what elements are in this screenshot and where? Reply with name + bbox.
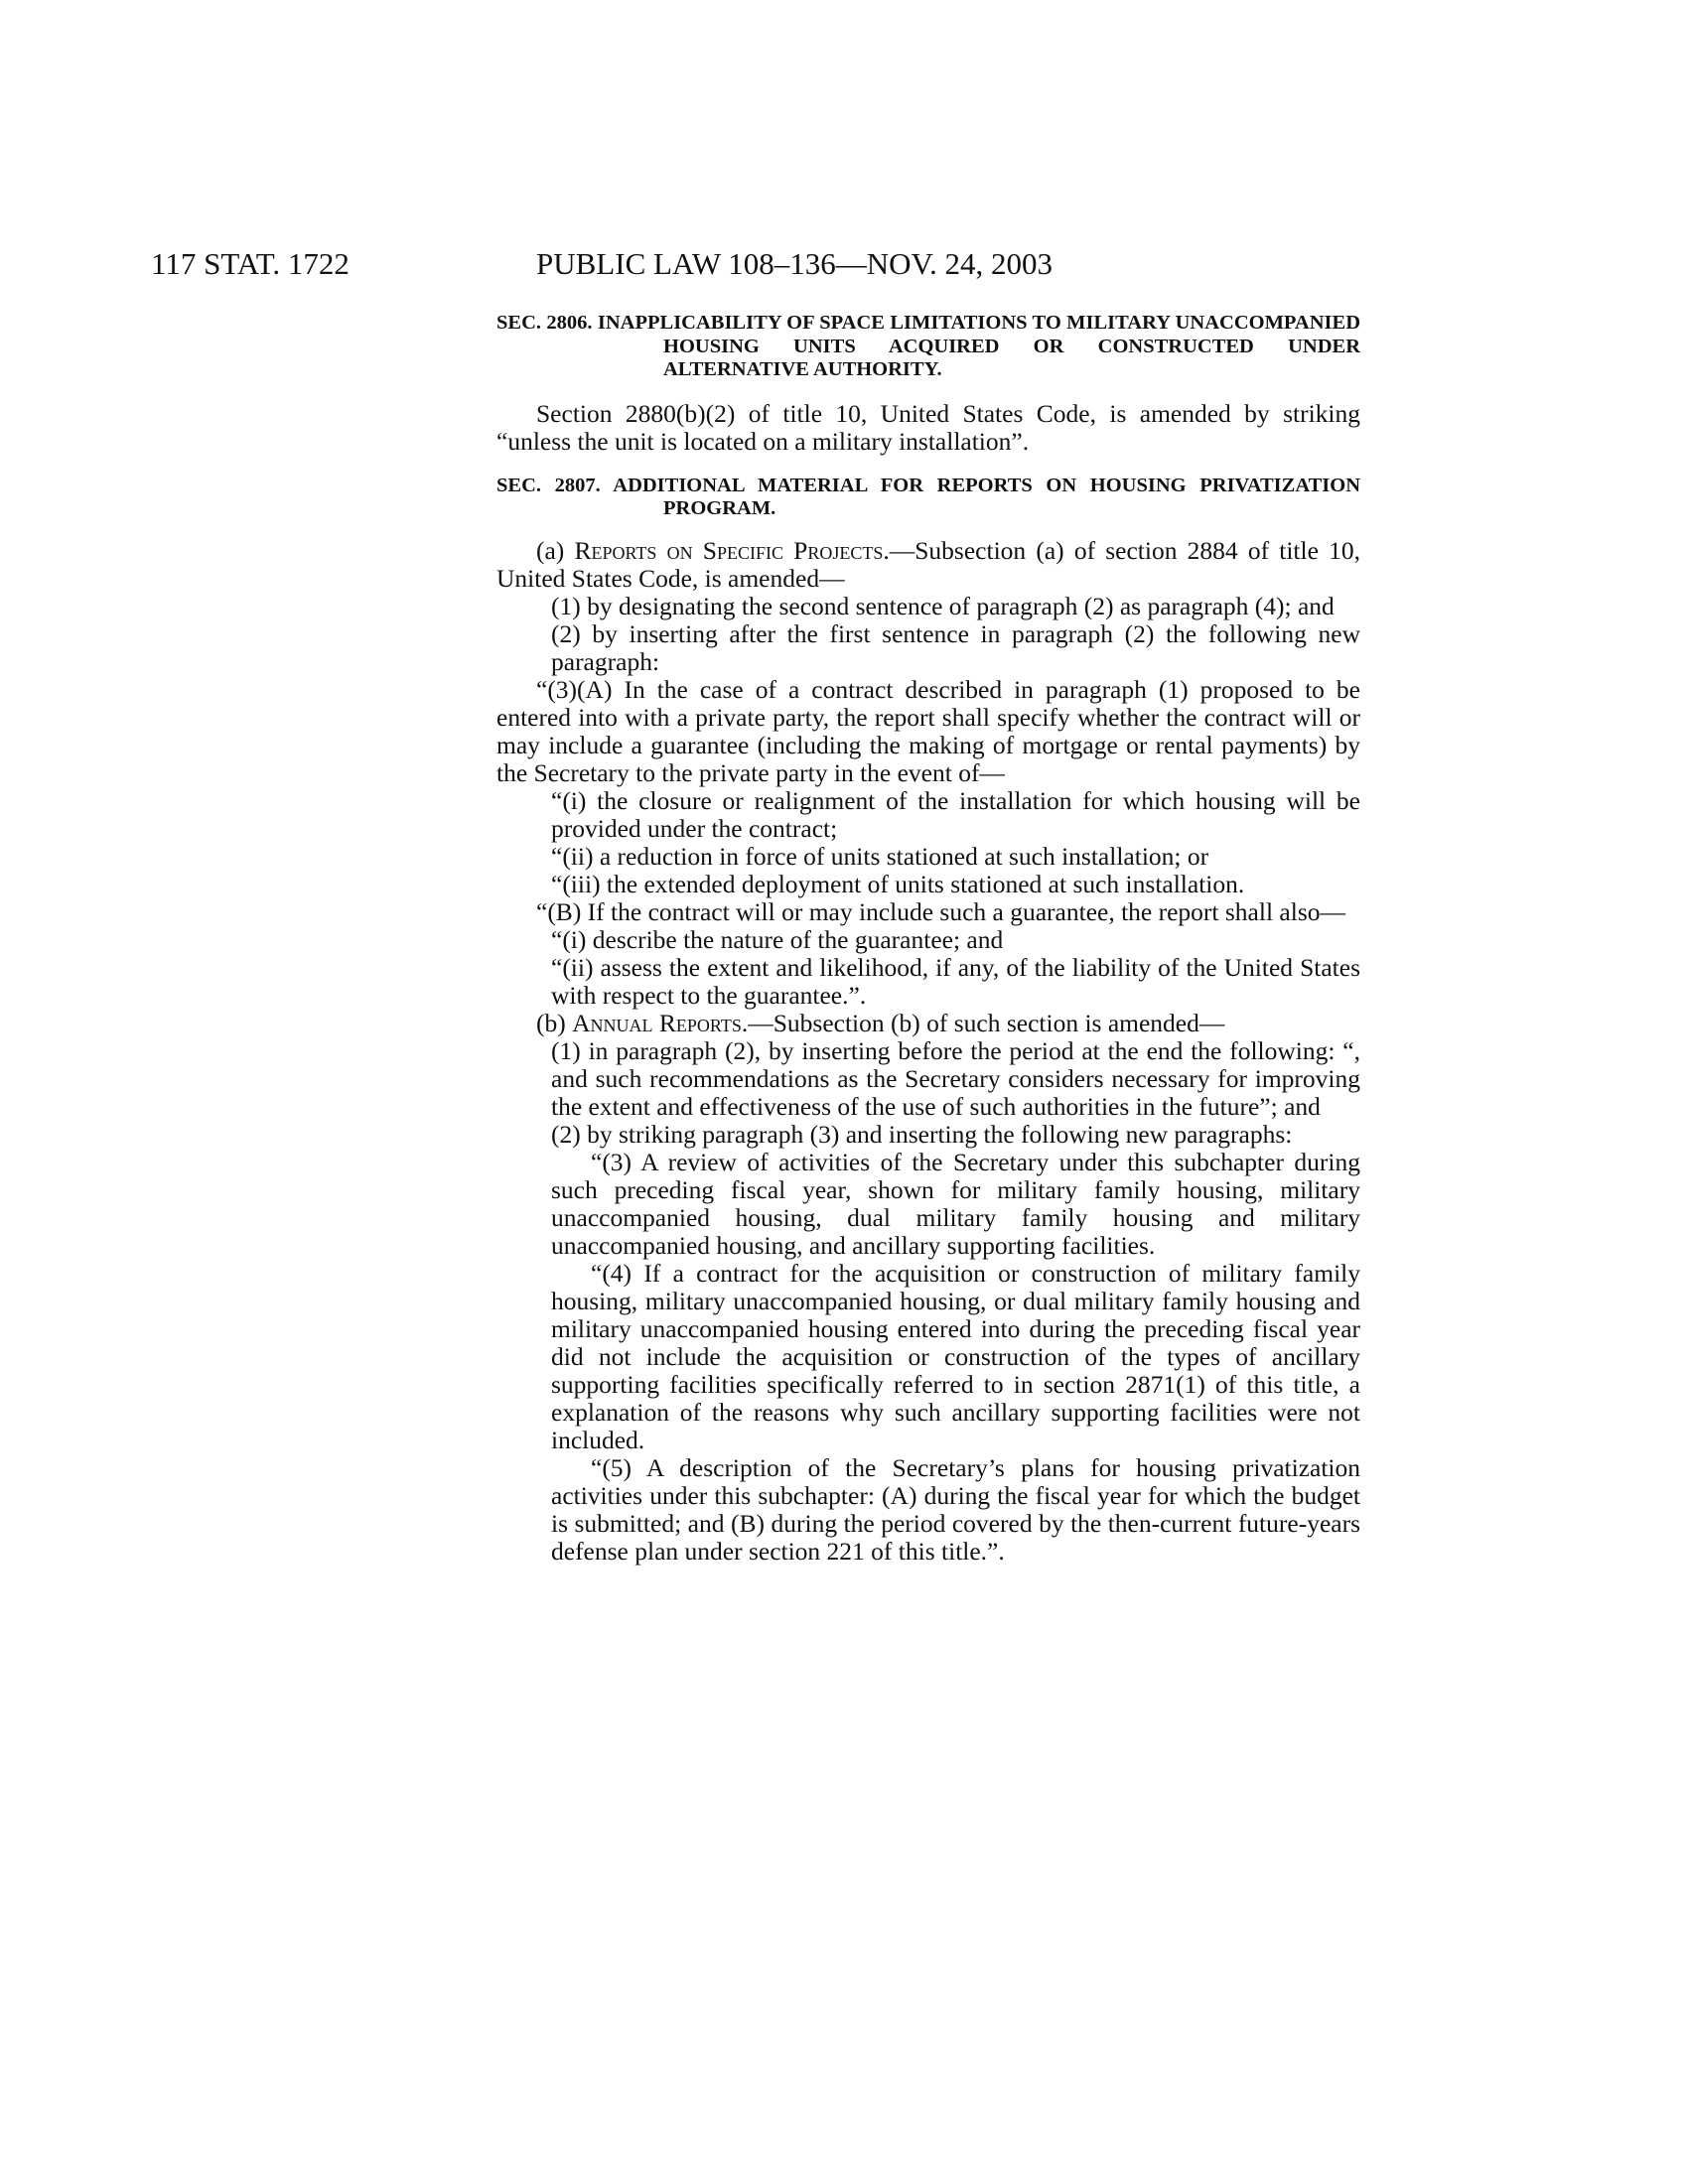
new-paragraph-4: “(4) If a contract for the acquisition or construction of military family housing, military unaccompanied housing, or dual military family housing and military unaccompanied housing entered into during the preceding fiscal year did not include the acquisition or construction of the types of ancillary supporting facilities specifically referred to in section 2871(1) of this title, a explanation of the reasons why such ancillary supporting facilities were not included. [551, 1258, 1360, 1454]
subsection-a-paragraph-2-text: (2) by inserting after the first sentence in paragraph (2) the following new paragraph: [551, 618, 1360, 676]
paragraph-3B: “(B) If the contract will or may include such a guarantee, the report shall also— [536, 896, 1345, 926]
subsection-a-paragraph-2 [496, 620, 1360, 676]
public-law-title: PUBLIC LAW 108–136—NOV. 24, 2003 [536, 246, 1053, 281]
subsection-a-text: —Subsection (a) of section 2884 of title 10, United States Code, is amended— [496, 535, 1360, 593]
paragraph-3A: “(3)(A) In the case of a contract described in paragraph (1) proposed to be entered into with a private party, the report shall specify whether the contract will or may include a guarantee (including the making of mortgage or rental payments) by the Secretary to the private party in the event of— [496, 674, 1360, 787]
section-2807-heading: SEC. 2807. ADDITIONAL MATERIAL FOR REPORTS ON HOUSING PRIVATIZATION PROGRAM. [496, 474, 1360, 519]
subsection-a-intro: (a) Reports on Specific Projects.—Subsection (a) of section 2884 of title 10, United States Code, is amended— [496, 535, 1360, 593]
subsection-b-paragraph-2: (2) by striking paragraph (3) and inserting the following new paragraphs: [551, 1119, 1293, 1149]
subsection-a-heading: Reports on Specific Projects. [574, 535, 890, 565]
subsection-b-intro: (b) Annual Reports.—Subsection (b) of such section is amended— [536, 1008, 1225, 1037]
subsection-b-heading: Annual Reports. [572, 1008, 749, 1037]
paragraph-3A-clause-iii: “(iii) the extended deployment of units stationed at such installation. [551, 869, 1245, 898]
paragraph-3A-clause-ii: “(ii) a reduction in force of units stationed at such installation; or [551, 841, 1209, 871]
statute-page-number: 117 STAT. 1722 [151, 246, 350, 281]
subsection-b-text: —Subsection (b) of such section is amended— [748, 1008, 1225, 1037]
paragraph-3B-clause-ii: “(ii) assess the extent and likelihood, if any, of the liability of the United States with respect to the guarantee.”. [551, 952, 1360, 1010]
paragraph-3B-clause-i: “(i) describe the nature of the guarantee; and [551, 924, 1004, 954]
section-2806-text: Section 2880(b)(2) of title 10, United States Code, is amended by striking “unless the unit is located on a military installation”. [496, 398, 1360, 456]
page-header [0, 246, 1688, 286]
document-body [496, 312, 1360, 1566]
new-paragraph-5: “(5) A description of the Secretary’s plans for housing privatization activities under this subchapter: (A) during the fiscal year for which the budget is submitted; and (B) during the period covered by the then-current future-years defense plan under section 221 of this title.”. [551, 1452, 1360, 1566]
section-2806-heading: SEC. 2806. INAPPLICABILITY OF SPACE LIMITATIONS TO MILITARY UNACCOMPANIED HOUSING UNITS ACQUIRED OR CONSTRUCTED UNDER ALTERNATIVE AUTHORITY. [496, 312, 1360, 380]
subsection-a-paragraph-1-text: (1) by designating the second sentence of paragraph (2) as paragraph (4); and [551, 591, 1335, 620]
subsection-b-paragraph-1: (1) in paragraph (2), by inserting before the period at the end the following: “, and such recommendations as the Secretary considers necessary for improving the extent and effectiveness of the use of such authorities in the future”; and [551, 1035, 1360, 1121]
new-paragraph-3: “(3) A review of activities of the Secretary under this subchapter during such preceding fiscal year, shown for military family housing, military unaccompanied housing, dual military family housing and military unaccompanied housing, and ancillary supporting facilities. [551, 1147, 1360, 1260]
subsection-a-paragraph-1 [496, 593, 1360, 620]
paragraph-3A-clause-i: “(i) the closure or realignment of the installation for which housing will be provided under the contract; [551, 785, 1360, 843]
